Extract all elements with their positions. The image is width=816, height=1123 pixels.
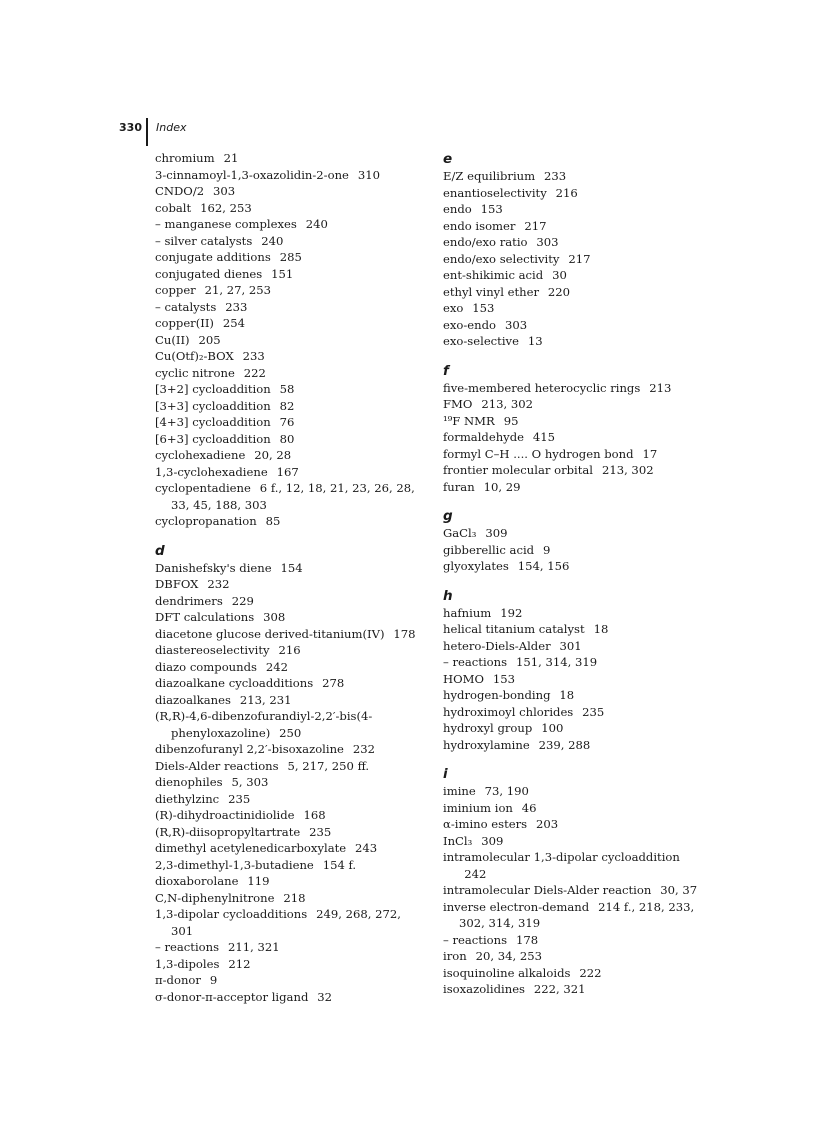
- index-entry: [155, 200, 423, 217]
- page-refs: 213, 302: [601, 463, 654, 477]
- index-entry: [155, 857, 423, 874]
- index-entry: [443, 201, 705, 218]
- page-refs: 95: [503, 413, 519, 428]
- index-term: intramolecular Diels-Alder reaction: [443, 883, 652, 897]
- page-refs: 216: [555, 185, 578, 200]
- index-entry: [443, 654, 705, 671]
- index-entry: [155, 348, 423, 365]
- index-term: diacetone glucose derived-titanium(IV): [155, 626, 385, 641]
- index-term: hydroxyl group: [443, 721, 533, 735]
- page-refs: 58: [279, 382, 295, 396]
- index-term: – reactions: [155, 940, 220, 954]
- page-refs: 154, 156: [517, 559, 570, 573]
- index-entry: [155, 332, 423, 349]
- page-refs: 178: [515, 932, 539, 947]
- index-term: cobalt: [155, 200, 192, 215]
- index-entry: [443, 965, 705, 982]
- index-term: HOMO: [443, 671, 484, 686]
- page-refs: 220: [547, 284, 571, 299]
- index-entry: [155, 431, 423, 448]
- index-entry: [443, 687, 705, 704]
- index-entry: [443, 720, 705, 737]
- page-refs: 212: [228, 956, 251, 971]
- index-entry: [443, 396, 705, 413]
- index-term: diastereoselectivity: [155, 643, 270, 657]
- index-entry: [443, 783, 705, 800]
- index-entry: [443, 638, 705, 655]
- index-entry: [155, 365, 423, 382]
- page-refs: 192: [500, 605, 523, 620]
- page-refs: 178: [393, 626, 416, 641]
- index-term: dibenzofuranyl 2,2′-bisoxazoline: [155, 742, 344, 756]
- index-entry: [155, 266, 423, 283]
- index-term: intramolecular 1,3-dipolar cycloaddition: [443, 850, 680, 864]
- page-refs: 213, 302: [481, 397, 533, 411]
- index-entry: [155, 480, 423, 513]
- index-entry: [155, 249, 423, 266]
- index-entry: [443, 284, 705, 301]
- index-entry: [155, 464, 423, 481]
- running-title: Index: [156, 121, 187, 134]
- index-term: conjugate additions: [155, 250, 271, 264]
- index-term: dimethyl acetylenedicarboxylate: [155, 841, 347, 855]
- page-refs: 151: [271, 266, 294, 281]
- index-entry: [155, 989, 423, 1006]
- page-refs: 5, 303: [231, 775, 269, 789]
- index-entry: [155, 609, 423, 626]
- page-refs: 46: [521, 800, 537, 815]
- index-term: iron: [443, 949, 467, 963]
- index-entry: [155, 560, 423, 577]
- index-term: gibberellic acid: [443, 542, 535, 557]
- index-term: – catalysts: [155, 299, 217, 314]
- index-term: exo-endo: [443, 317, 497, 332]
- page-refs: 222, 321: [533, 982, 586, 996]
- index-term: iminium ion: [443, 800, 513, 815]
- index-entry: [443, 429, 705, 446]
- index-term: ¹⁹F NMR: [443, 413, 495, 428]
- index-entry: [155, 675, 423, 692]
- section-heading: i: [443, 766, 448, 782]
- page-refs: 213: [649, 380, 672, 395]
- index-term: – silver catalysts: [155, 233, 253, 248]
- index-entry: [155, 150, 423, 167]
- page-refs: 162, 253: [200, 200, 252, 215]
- page-refs: 239, 288: [538, 737, 591, 752]
- index-entry: [443, 816, 705, 833]
- index-term: CNDO/2: [155, 184, 205, 198]
- index-entry: [443, 899, 705, 932]
- page-refs: 153: [492, 671, 516, 686]
- index-term: conjugated dienes: [155, 266, 263, 281]
- index-entry: [443, 267, 705, 284]
- page-refs: 308: [263, 610, 286, 624]
- index-entry: [443, 234, 705, 251]
- header-rule: [146, 118, 148, 146]
- index-term: diazoalkane cycloadditions: [155, 676, 314, 690]
- index-entry: [155, 167, 423, 184]
- page-refs: 235: [582, 704, 605, 719]
- index-term: exo-selective: [443, 334, 519, 348]
- index-term: diethylzinc: [155, 791, 220, 806]
- index-term: diazo compounds: [155, 659, 257, 674]
- index-entry: [443, 525, 705, 542]
- index-entry: [155, 299, 423, 316]
- index-term: endo/exo ratio: [443, 235, 528, 249]
- page-refs: 229: [231, 593, 254, 608]
- page-refs: 21: [223, 151, 239, 165]
- index-entry: [443, 446, 705, 463]
- section-gap: [443, 753, 705, 765]
- index-entry: [443, 413, 705, 430]
- page-refs: 254: [222, 316, 245, 330]
- index-term: Diels-Alder reactions: [155, 758, 279, 773]
- page-refs: 278: [322, 676, 345, 690]
- index-entry: [155, 692, 423, 709]
- index-term: imine: [443, 784, 476, 798]
- page-refs: 218: [283, 890, 306, 905]
- page-refs: 235: [228, 791, 251, 806]
- index-term: glyoxylates: [443, 559, 509, 573]
- page-refs: 9: [542, 542, 551, 557]
- index-term: cyclic nitrone: [155, 365, 235, 380]
- section-heading: f: [443, 362, 449, 379]
- index-term: endo/exo selectivity: [443, 251, 560, 266]
- index-entry: [155, 513, 423, 530]
- page-refs: 222: [579, 965, 602, 980]
- index-entry: [443, 380, 705, 397]
- index-entry: [155, 216, 423, 233]
- index-term: endo: [443, 202, 472, 216]
- index-entry: [443, 605, 705, 622]
- page-refs: 301: [559, 638, 582, 653]
- index-term: 1,3-dipoles: [155, 956, 220, 971]
- index-term: furan: [443, 479, 475, 494]
- page-refs: 85: [265, 514, 281, 528]
- page-refs: 21, 27, 253: [204, 283, 272, 297]
- index-term: – reactions: [443, 932, 508, 947]
- index-term: α-imino esters: [443, 817, 528, 831]
- index-column-right: [443, 150, 705, 998]
- page-refs: 211, 321: [227, 940, 280, 954]
- index-entry: [443, 317, 705, 334]
- index-entry: [155, 890, 423, 907]
- page-refs: 17: [642, 446, 658, 461]
- page-refs: 233: [225, 299, 248, 314]
- index-term: ethyl vinyl ether: [443, 284, 539, 299]
- index-term: 1,3-dipolar cycloadditions: [155, 907, 308, 921]
- index-term: 1,3-cyclohexadiene: [155, 464, 268, 479]
- index-term: chromium: [155, 151, 215, 165]
- index-term: frontier molecular orbital: [443, 463, 594, 477]
- page-refs: 235: [309, 824, 332, 839]
- index-term: diazoalkanes: [155, 692, 231, 707]
- index-term: endo isomer: [443, 218, 516, 233]
- index-term: – reactions: [443, 655, 508, 669]
- page-refs: 203: [536, 817, 559, 831]
- index-term: – manganese complexes: [155, 217, 297, 231]
- index-entry: [155, 626, 423, 643]
- page-refs: 119: [247, 874, 270, 888]
- page-refs: 233: [242, 349, 265, 363]
- page-refs: 309: [481, 833, 504, 848]
- index-term: cyclopropanation: [155, 514, 257, 528]
- page-refs: 242: [265, 659, 289, 674]
- section-gap: [443, 495, 705, 507]
- index-entry: [155, 956, 423, 973]
- page-refs: 233: [544, 169, 567, 183]
- index-term: Cu(II): [155, 332, 190, 347]
- index-entry: [155, 576, 423, 593]
- index-entry: [155, 398, 423, 415]
- section-gap: [443, 350, 705, 362]
- page-refs: 205: [198, 332, 221, 347]
- page-refs: 10, 29: [483, 479, 521, 494]
- index-entry: [155, 791, 423, 808]
- page-refs: 82: [279, 398, 295, 413]
- index-term: formaldehyde: [443, 430, 525, 444]
- index-term: C,N-diphenylnitrone: [155, 890, 275, 905]
- index-term: [3+3] cycloaddition: [155, 398, 271, 413]
- index-entry: [155, 840, 423, 857]
- page-refs: 232: [352, 742, 375, 756]
- index-entry: [443, 462, 705, 479]
- page-refs: 309: [485, 526, 508, 540]
- index-entry: [443, 882, 705, 899]
- index-term: hydroxylamine: [443, 737, 530, 752]
- index-entry: [155, 906, 423, 939]
- page-refs: 30: [552, 268, 567, 282]
- index-term: σ-donor-π-acceptor ligand: [155, 989, 309, 1004]
- section-heading: e: [443, 151, 453, 167]
- page-refs: 30, 37: [660, 883, 698, 897]
- index-entry: [155, 183, 423, 200]
- index-entry: [443, 981, 705, 998]
- index-column-left: [155, 150, 423, 1005]
- index-entry: [443, 185, 705, 202]
- index-term: Cu(Otf)₂-BOX: [155, 349, 234, 363]
- index-term: GaCl₃: [443, 526, 477, 540]
- index-term: 2,3-dimethyl-1,3-butadiene: [155, 857, 314, 872]
- index-entry: [155, 315, 423, 332]
- index-term: Danishefsky's diene: [155, 560, 272, 575]
- page-refs: 240: [305, 217, 328, 231]
- index-entry: [443, 833, 705, 850]
- page-refs: 9: [209, 973, 218, 987]
- section-heading: g: [443, 508, 453, 524]
- page-refs: 153: [472, 301, 495, 315]
- index-term: [4+3] cycloaddition: [155, 415, 271, 429]
- page-refs: 217: [568, 251, 591, 266]
- index-entry: [443, 168, 705, 185]
- page-refs: 310: [357, 167, 380, 182]
- index-entry: [155, 708, 423, 741]
- page-refs: 242: [464, 866, 487, 881]
- index-entry: [443, 251, 705, 268]
- index-entry: [443, 218, 705, 235]
- page-refs: 214 f., 218, 233, 302, 314, 319: [459, 899, 695, 930]
- page-refs: 20, 28: [254, 448, 292, 462]
- index-term: helical titanium catalyst: [443, 622, 585, 636]
- page-refs: 217: [524, 218, 547, 233]
- page-refs: 76: [279, 415, 295, 429]
- index-entry: [443, 932, 705, 949]
- index-term: DBFOX: [155, 577, 199, 591]
- index-entry: [155, 381, 423, 398]
- section-gap: [443, 575, 705, 587]
- index-term: FMO: [443, 397, 473, 411]
- section-heading: h: [443, 587, 453, 604]
- index-entry: [155, 774, 423, 791]
- page-refs: 154: [280, 560, 303, 575]
- index-term: exo: [443, 301, 464, 315]
- index-term: inverse electron-demand: [443, 899, 590, 914]
- index-entry: [443, 948, 705, 965]
- page-refs: 249, 268, 272, 301: [171, 907, 401, 938]
- index-entry: [155, 807, 423, 824]
- index-entry: [155, 447, 423, 464]
- index-entry: [155, 873, 423, 890]
- page-refs: 100: [541, 721, 564, 735]
- page-refs: 250: [279, 725, 302, 740]
- index-entry: [155, 939, 423, 956]
- index-entry: [155, 824, 423, 841]
- page-refs: 303: [213, 184, 236, 198]
- index-term: dioxaborolane: [155, 874, 239, 888]
- index-entry: [155, 414, 423, 431]
- page-refs: 222: [243, 365, 266, 380]
- page-refs: 5, 217, 250 ff.: [287, 758, 370, 773]
- index-entry: [155, 642, 423, 659]
- page-refs: 18: [559, 688, 575, 702]
- index-term: [3+2] cycloaddition: [155, 382, 271, 396]
- index-term: copper: [155, 283, 196, 297]
- index-term: cyclohexadiene: [155, 448, 246, 462]
- index-term: dienophiles: [155, 775, 223, 789]
- index-entry: [443, 333, 705, 350]
- page-refs: 240: [261, 233, 284, 248]
- page-refs: 303: [504, 317, 528, 332]
- page-refs: 232: [207, 577, 230, 591]
- index-term: DFT calculations: [155, 610, 255, 624]
- index-term: (R)-dihydroactinidiolide: [155, 808, 295, 822]
- page-refs: 213, 231: [239, 692, 292, 707]
- index-term: five-membered heterocyclic rings: [443, 380, 641, 395]
- page-refs: 167: [276, 464, 299, 479]
- page-refs: 80: [279, 431, 295, 446]
- index-entry: [443, 479, 705, 496]
- index-entry: [443, 300, 705, 317]
- index-entry: [155, 972, 423, 989]
- index-entry: [443, 737, 705, 754]
- page-refs: 73, 190: [484, 784, 529, 798]
- page-refs: 18: [593, 622, 609, 636]
- page-refs: 153: [480, 202, 503, 216]
- index-entry: [443, 704, 705, 721]
- index-entry: [155, 233, 423, 250]
- index-term: isoquinoline alkaloids: [443, 965, 571, 980]
- index-term: InCl₃: [443, 833, 473, 848]
- index-entry: [443, 671, 705, 688]
- index-term: hetero-Diels-Alder: [443, 638, 551, 653]
- page-refs: 168: [303, 808, 326, 822]
- index-term: hydroximoyl chlorides: [443, 704, 574, 719]
- index-entry: [155, 741, 423, 758]
- index-entry: [443, 558, 705, 575]
- index-entry: [443, 800, 705, 817]
- index-term: ent-shikimic acid: [443, 268, 544, 282]
- index-entry: [443, 621, 705, 638]
- index-entry: [443, 849, 705, 882]
- index-term: hafnium: [443, 605, 492, 620]
- page-refs: 151, 314, 319: [515, 655, 598, 669]
- index-term: isoxazolidines: [443, 982, 525, 996]
- index-term: copper(II): [155, 316, 214, 330]
- page-refs: 285: [279, 250, 302, 264]
- index-term: (R,R)-4,6-dibenzofurandiyl-2,2′-bis(4-phenyloxazoline): [155, 709, 373, 740]
- page-number: 330: [119, 121, 142, 134]
- index-entry: [155, 593, 423, 610]
- index-term: hydrogen-bonding: [443, 688, 551, 702]
- page-refs: 6 f., 12, 18, 21, 23, 26, 28, 33, 45, 188, 303: [171, 481, 415, 512]
- index-term: π-donor: [155, 973, 201, 987]
- index-entry: [155, 758, 423, 775]
- index-term: 3-cinnamoyl-1,3-oxazolidin-2-one: [155, 167, 349, 182]
- page-refs: 243: [355, 841, 378, 855]
- section-gap: [155, 530, 423, 542]
- index-term: [6+3] cycloaddition: [155, 431, 271, 446]
- page-refs: 303: [536, 235, 559, 249]
- index-term: formyl C–H .... O hydrogen bond: [443, 446, 634, 461]
- page-refs: 154 f.: [322, 857, 357, 872]
- page-refs: 415: [532, 430, 556, 444]
- page-refs: 32: [317, 989, 333, 1004]
- section-heading: d: [155, 542, 165, 559]
- page-refs: 216: [278, 643, 301, 657]
- index-entry: [443, 542, 705, 559]
- index-entry: [155, 282, 423, 299]
- page-refs: 20, 34, 253: [475, 949, 542, 963]
- index-term: dendrimers: [155, 593, 223, 608]
- page-refs: 13: [527, 334, 543, 348]
- index-term: (R,R)-diisopropyltartrate: [155, 824, 301, 839]
- page-header: [0, 118, 816, 150]
- index-entry: [155, 659, 423, 676]
- index-term: cyclopentadiene: [155, 481, 251, 495]
- index-term: E/Z equilibrium: [443, 169, 536, 183]
- index-term: enantioselectivity: [443, 185, 547, 200]
